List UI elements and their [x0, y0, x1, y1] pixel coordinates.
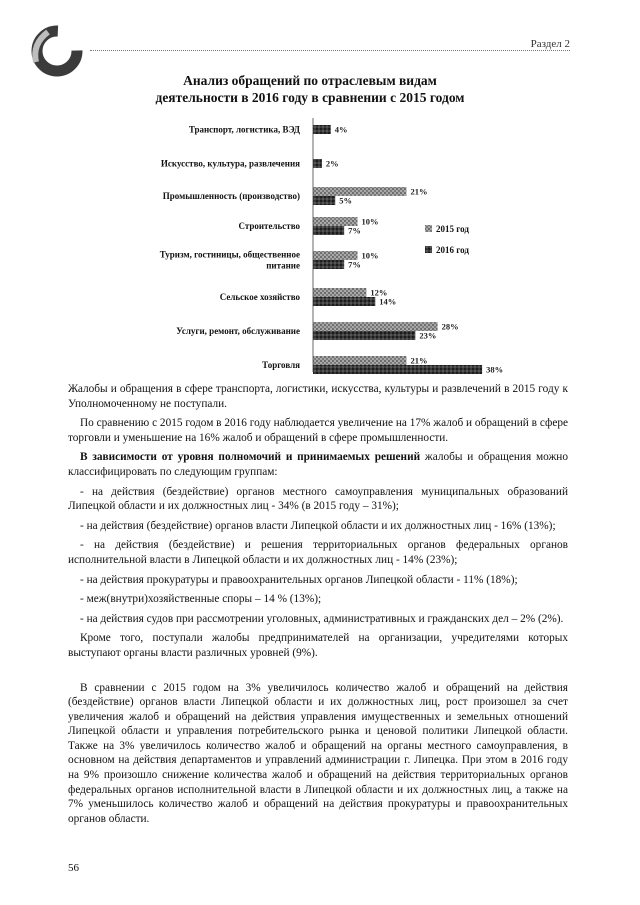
paragraph-text: - на действия прокуратуры и правоохранительных органов Липецкой области - 11% (18%); [80, 573, 518, 586]
category-label: питание [266, 260, 300, 271]
value-label: 12% [370, 287, 388, 298]
paragraph [68, 382, 568, 411]
value-label: 38% [486, 364, 504, 375]
paragraph [68, 450, 568, 479]
value-label: 21% [410, 186, 428, 197]
legend-swatch-2016 [425, 246, 432, 253]
paragraph [68, 612, 568, 627]
value-label: 4% [334, 124, 348, 135]
category-label: Сельское хозяйство [219, 292, 300, 302]
paragraph-text: - на действия (бездействие) органов власти Липецкой области и их должностных лиц - 16% (13%); [80, 519, 556, 532]
value-label: 7% [348, 259, 361, 270]
chart-title-line-2: деятельности в 2016 году в сравнении с 2015 годом [155, 90, 465, 105]
value-label: 7% [348, 225, 361, 236]
category-label: Промышленность (производство) [162, 191, 300, 201]
bar-2015 [313, 288, 366, 297]
category-label: Транспорт, логистика, ВЭД [188, 124, 300, 135]
category-label: Торговля [262, 360, 300, 370]
body-text [68, 382, 568, 831]
paragraph-text: - меж(внутри)хозяйственные споры – 14 % (13%); [80, 593, 322, 606]
paragraph-text: жалобы и обращения можно классифицировать по следующим группам: [68, 451, 568, 478]
bar-2016 [313, 365, 482, 374]
paragraph [68, 592, 568, 607]
category-label: Искусство, культура, развлечения [160, 158, 300, 169]
section-label: Раздел 2 [530, 38, 570, 50]
paragraph [68, 573, 568, 588]
legend-label-2016: 2016 год [436, 245, 469, 255]
value-label: 21% [410, 355, 428, 366]
paragraph [68, 681, 568, 827]
bar-2016 [313, 125, 331, 134]
bar-2016 [313, 260, 344, 269]
value-label: 10% [361, 250, 379, 261]
legend-swatch-2015 [425, 225, 432, 232]
bar-2016 [313, 297, 375, 306]
paragraph [68, 538, 568, 567]
bar-2015 [313, 356, 406, 365]
paragraph-text: Жалобы и обращения в сфере транспорта, логистики, искусства, культуры и развлечений в 2015 году к Уполномоченному не поступали. [68, 383, 568, 410]
value-label: 28% [441, 321, 459, 332]
value-label: 2% [325, 158, 339, 169]
paragraph-text: Кроме того, поступали жалобы предпринимателей на организации, учредителями которых выступают органы власти различных уровней (9%). [68, 632, 568, 659]
paragraph-text: В сравнении с 2015 годом на 3% увеличилось количество жалоб и обращений на действия (бездействие) органов власти Липецкой области и их должностных лиц, рост произошел за счет увеличения жалоб и обращений на действия управления имущественных и земельных отношений Липецкой области и управления потребительского рынка и ценовой политики Липецкой области. Также на 3% увеличилось количество жалоб и обращений на органы местного самоуправления, в основном на действия департаментов и управлений администрации г. Липецка. При этом в 2016 году на 9% произошло снижение количества жалоб и обращений на действия территориальных органов федеральных органов исполнительной власти в Липецкой области и их должностных лиц, а также на 7% уменьшилось количество жалоб и обращений на действия прокуратуры и правоохранительных органов области. [68, 681, 568, 825]
category-label: Туризм, гостиницы, общественное [159, 249, 300, 260]
bar-2016 [313, 226, 344, 235]
category-label: Строительство [238, 221, 300, 231]
bar-2016 [313, 331, 415, 340]
bar-2016 [313, 159, 322, 168]
paragraph-text: - на действия (бездействие) органов местного самоуправления муниципальных образований Липецкой области и их должностных лиц - 34% (в 2015 году – 31%); [68, 485, 568, 513]
paragraph [68, 416, 568, 445]
paragraph [68, 631, 568, 660]
value-label: 14% [379, 296, 397, 307]
chart-title-line-1: Анализ обращений по отраслевым видам [183, 73, 437, 88]
category-label: Услуги, ремонт, обслуживание [176, 326, 300, 336]
paragraph-text: - на действия судов при рассмотрении уголовных, административных и гражданских дел – 2% (2%). [80, 612, 564, 625]
bar-2016 [313, 196, 335, 205]
bar-2015 [313, 187, 406, 196]
value-label: 10% [361, 216, 379, 227]
value-label: 5% [339, 195, 352, 206]
bold-phrase: В зависимости от уровня полномочий и принимаемых решений [80, 451, 421, 464]
paragraph [68, 519, 568, 534]
paragraph-text: По сравнению с 2015 годом в 2016 году наблюдается увеличение на 17% жалоб и обращений в сфере торговли и уменьшение на 16% жалоб и обращений в сфере промышленности. [68, 417, 568, 444]
legend-label-2015: 2015 год [436, 224, 469, 234]
value-label: 23% [419, 330, 437, 341]
paragraph [68, 485, 568, 514]
paragraph-text: - на действия (бездействие) и решения территориальных органов федеральных органов исполнительной власти в Липецкой области и их должностных лиц - 14% (23%); [68, 539, 568, 566]
page-number: 56 [68, 862, 79, 874]
